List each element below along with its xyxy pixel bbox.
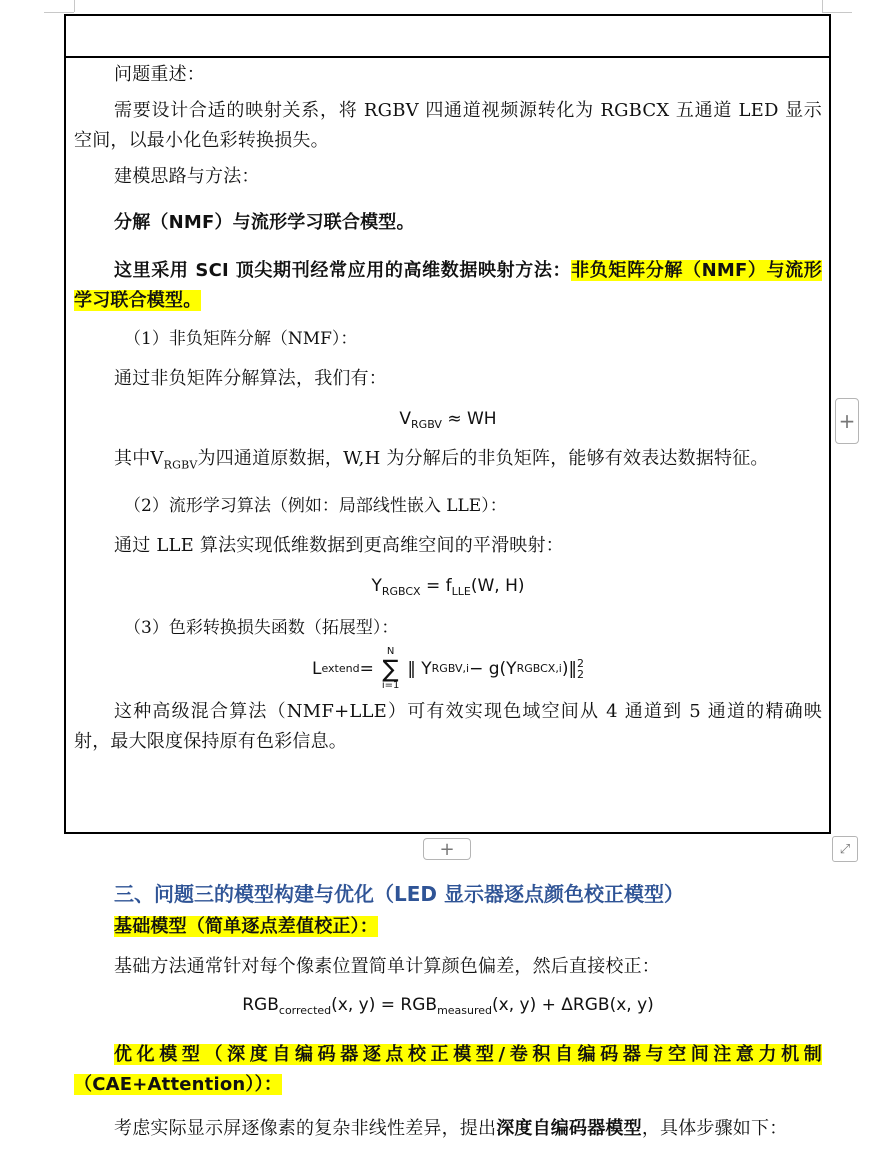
highlight-model-name: 非负矩阵分解（NMF）与流形学习联合模型。	[74, 260, 822, 311]
formula-basic-correction	[74, 990, 822, 1026]
formula-loss-sub1: RGBV,i	[431, 661, 470, 675]
item-lle: （2）流形学习算法（例如：局部线性嵌入 LLE）：	[124, 495, 507, 516]
optimized-model-text-c: ，具体步骤如下：	[641, 1118, 788, 1139]
expand-icon[interactable]: ⤢	[832, 836, 858, 862]
approach-description	[74, 256, 822, 316]
formula-nmf-rhs: ≈ WH	[441, 409, 497, 429]
nmf-explanation-sub: RGBV	[163, 458, 198, 472]
table-cell[interactable]	[74, 60, 822, 757]
formula-nmf-v: V	[399, 409, 412, 429]
formula-basic-c: (x, y) + ΔRGB(x, y)	[492, 995, 654, 1015]
page-corner-mark-right-h	[822, 12, 852, 13]
page-corner-mark-left	[74, 0, 75, 12]
summation	[382, 647, 400, 691]
nmf-explanation-a: 其中V	[114, 448, 164, 469]
formula-loss-body1: ‖ Y	[407, 658, 432, 679]
formula-nmf	[74, 404, 822, 440]
optimized-model-title	[74, 1040, 822, 1100]
formula-lle-args: (W, H)	[470, 575, 525, 596]
formula-lle-y: Y	[371, 575, 382, 596]
optimized-model-title-highlight: 优化模型（深度自编码器逐点校正模型/卷积自编码器与空间注意力机制（CAE+Attention））：	[74, 1044, 822, 1095]
lle-intro: 通过 LLE 算法实现低维数据到更高维空间的平滑映射：	[114, 534, 564, 556]
restatement-label: 问题重述：	[114, 64, 205, 85]
formula-basic-a: RGB	[242, 995, 279, 1015]
formula-nmf-sub: RGBV	[411, 418, 442, 431]
page-corner-mark-left-h	[44, 12, 74, 13]
summation-upper: N	[386, 645, 395, 657]
optimized-model-text	[74, 1114, 822, 1144]
section-three	[74, 876, 822, 1144]
formula-loss-body3: )‖	[561, 658, 578, 679]
formula-loss-lsub: extend	[321, 661, 360, 675]
content-table	[64, 14, 831, 834]
formula-loss-l: L	[311, 658, 322, 679]
basic-model-text: 基础方法通常针对每个像素位置简单计算颜色偏差，然后直接校正：	[114, 956, 660, 977]
optimized-model-text-bold: 深度自编码器模型	[496, 1118, 642, 1139]
formula-basic-bsub: measured	[437, 1004, 493, 1017]
summary-text: 这种高级混合算法（NMF+LLE）可有效实现色域空间从 4 通道到 5 通道的精确映射，最大限度保持原有色彩信息。	[74, 700, 822, 752]
restatement-text: 需要设计合适的映射关系，将 RGBV 四通道视频源转化为 RGBCX 五通道 LED 显示空间，以最小化色彩转换损失。	[74, 100, 822, 151]
formula-lle-eq: = f	[420, 575, 452, 596]
optimized-model-text-a: 考虑实际显示屏逐像素的复杂非线性差异，提出	[114, 1118, 497, 1139]
section-heading: 三、问题三的模型构建与优化（LED 显示器逐点颜色校正模型）	[114, 882, 684, 906]
formula-lle-ysub: RGBCX	[381, 584, 421, 598]
formula-loss-sub2: RGBCX,i	[516, 661, 562, 675]
basic-model-title	[74, 912, 822, 942]
item-nmf: （1）非负矩阵分解（NMF）：	[124, 329, 358, 349]
formula-basic-b: (x, y) = RGB	[331, 995, 438, 1015]
table-header-row[interactable]	[66, 16, 829, 58]
formula-lle	[74, 571, 822, 607]
add-column-button[interactable]: +	[835, 398, 859, 444]
add-row-button[interactable]: +	[423, 838, 471, 860]
formula-loss-sup: 2	[577, 656, 585, 670]
formula-loss	[74, 647, 822, 691]
formula-loss-eq: =	[359, 658, 374, 679]
nmf-explanation-b: 为四通道原数据，W,H 为分解后的非负矩阵，能够有效表达数据特征。	[197, 448, 769, 469]
nmf-explanation	[74, 444, 822, 481]
approach-description-lead: 这里采用 SCI 顶尖期刊经常应用的高维数据映射方法：	[114, 260, 572, 281]
formula-loss-sub3: 2	[577, 667, 585, 681]
approach-label: 建模思路与方法：	[114, 166, 260, 187]
formula-basic-asub: corrected	[278, 1004, 332, 1017]
summation-sign: ∑	[382, 654, 399, 683]
formula-lle-fsub: LLE	[451, 584, 471, 598]
nmf-intro: 通过非负矩阵分解算法，我们有：	[114, 368, 387, 389]
formula-loss-body2: − g(Y	[469, 658, 517, 679]
page-corner-mark-right	[822, 0, 823, 12]
item-loss: （3）色彩转换损失函数（拓展型）：	[124, 617, 399, 638]
summation-lower: i=1	[381, 679, 400, 691]
approach-title: 分解（NMF）与流形学习联合模型。	[114, 212, 415, 233]
basic-model-title-highlight: 基础模型（简单逐点差值校正）：	[114, 916, 378, 937]
